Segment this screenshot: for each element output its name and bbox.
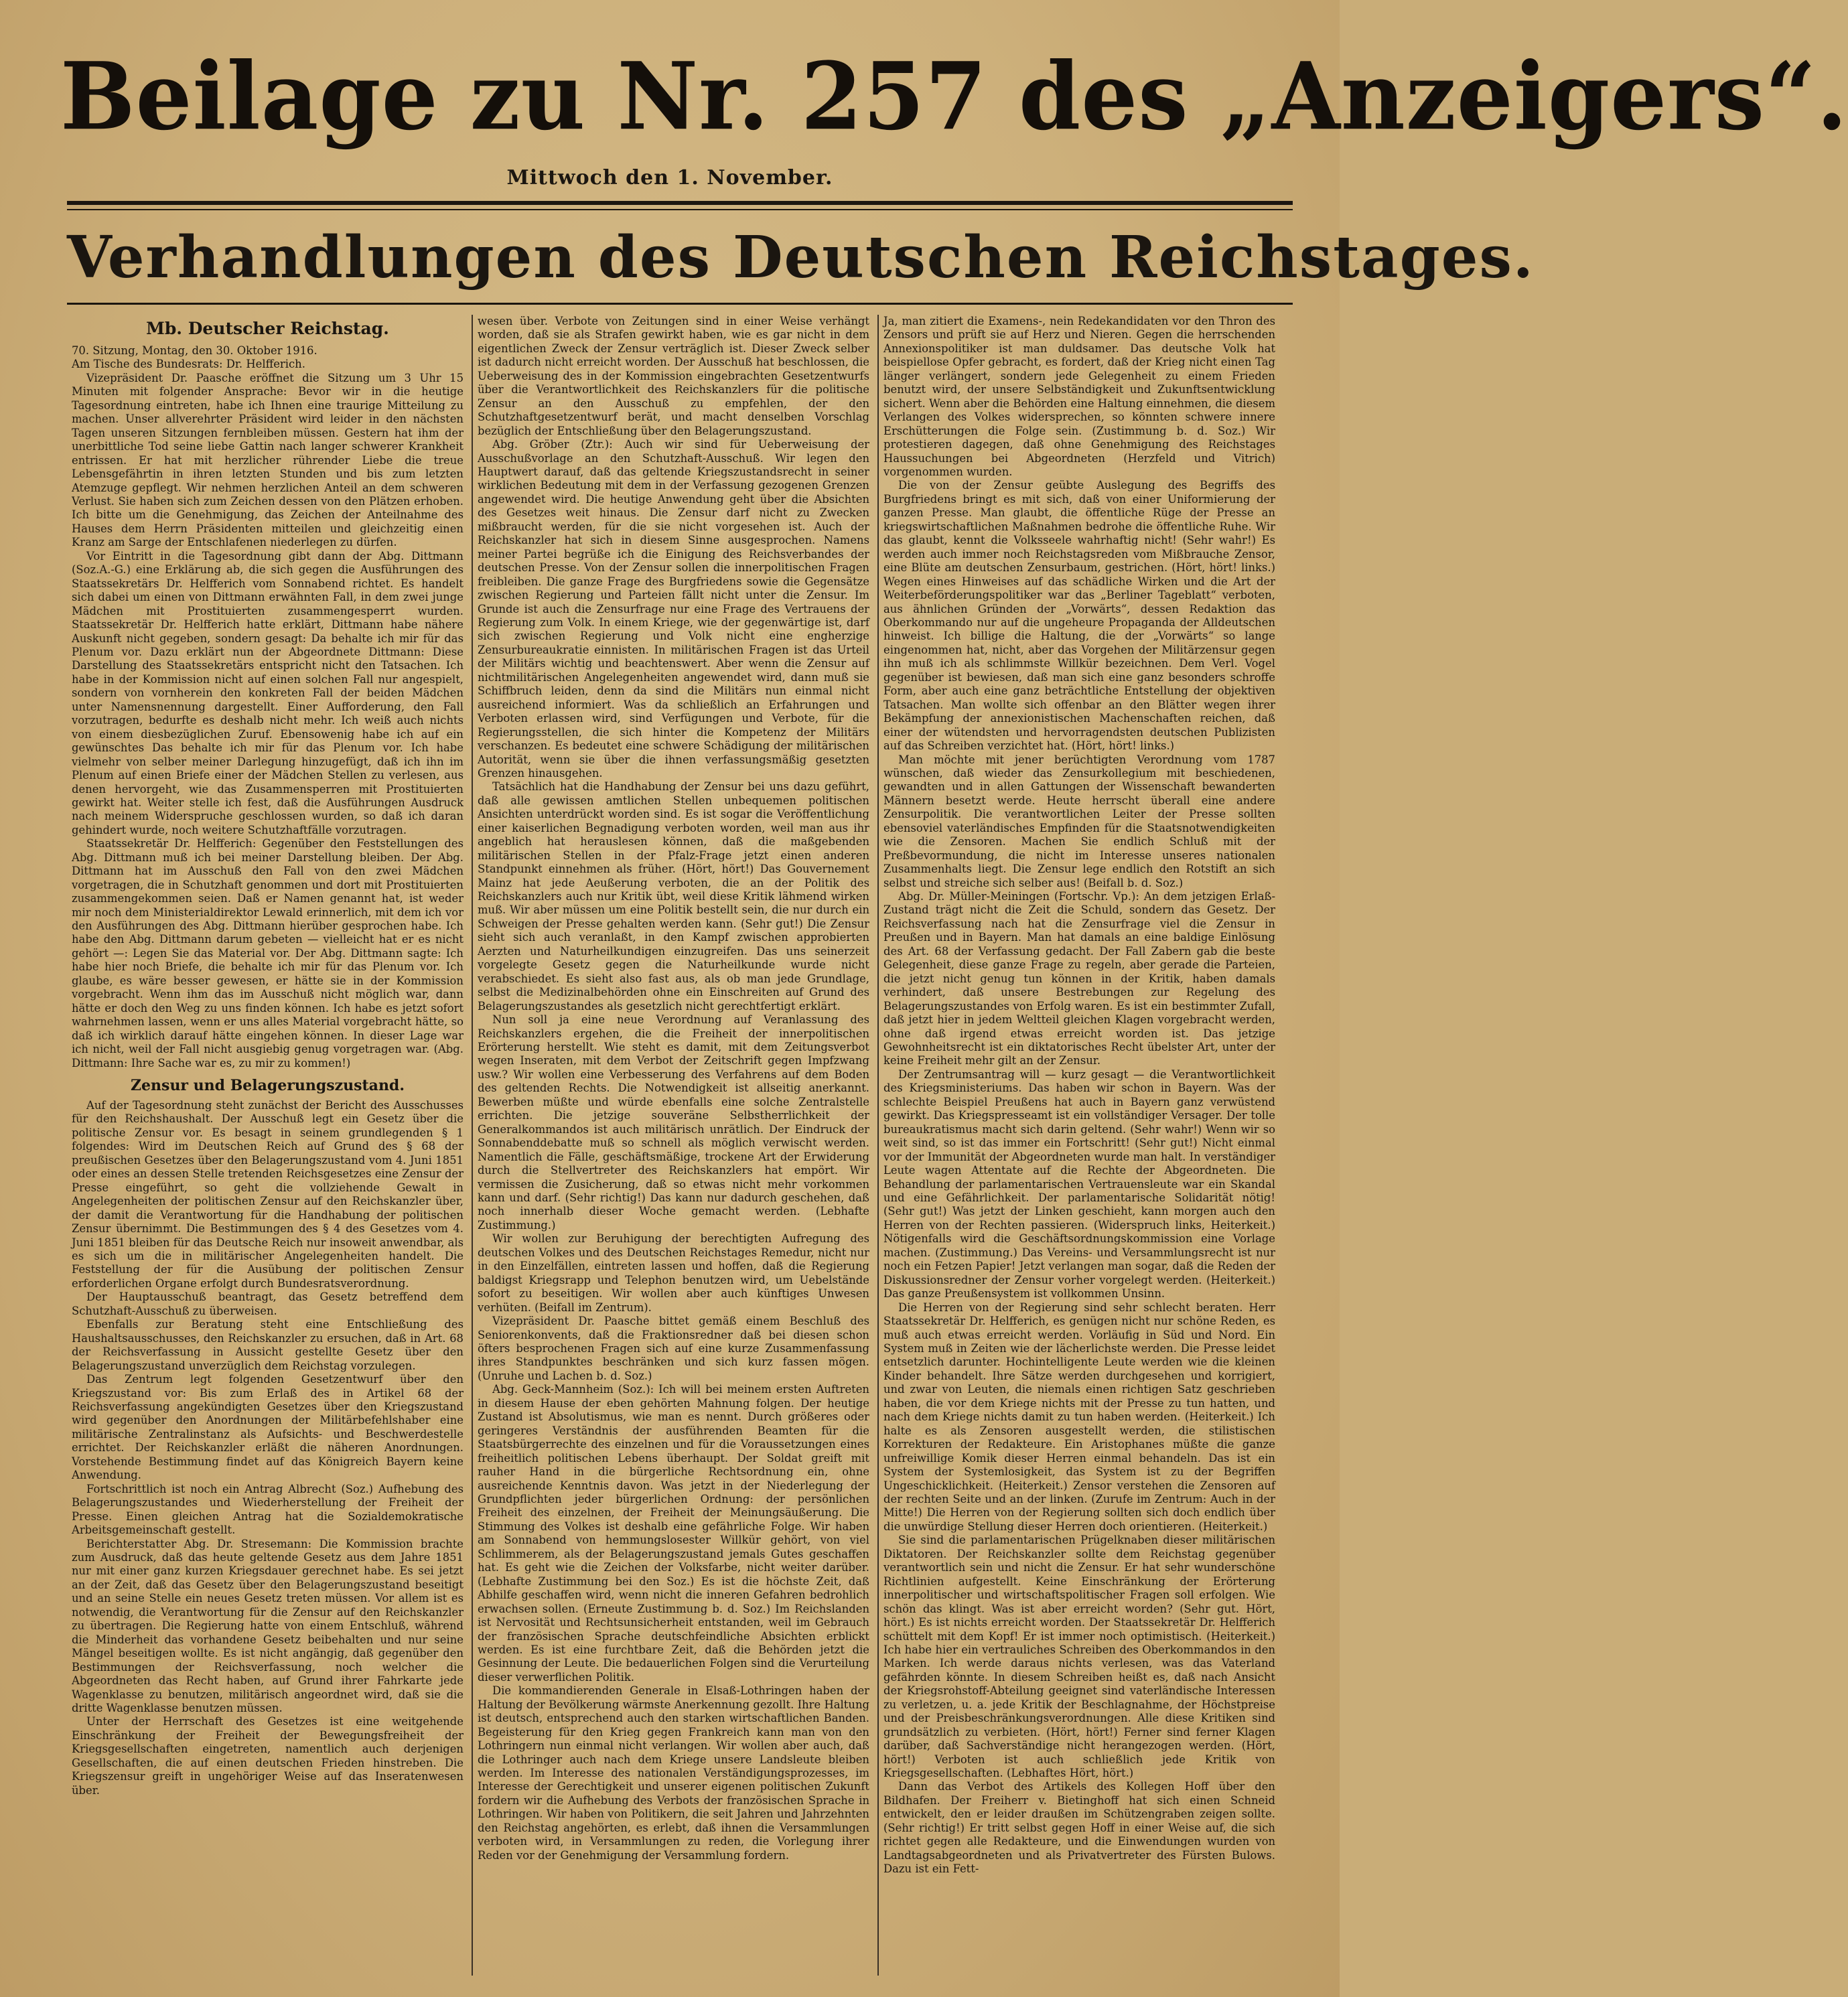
bundesrat-line: Am Tische des Bundesrats: Dr. Helfferich.: [72, 358, 305, 371]
paragraph: Unter der Herrschaft des Gesetzes ist eine weitgehende Einschränkung der Freiheit der Bewegungsfreiheit der Kriegsgesellschaften eingetreten, namentlich auch derjenigen Gesellschaften, die auf einen deutschen Frieden hinstreben. Die Kriegszensur greift in ungehöriger Weise auf das Inseratenwesen über.: [72, 1715, 464, 1797]
paragraph: Staatssekretär Dr. Helfferich: Gegenüber den Feststellungen des Abg. Dittmann muß ich bei meiner Darstellung bleiben. Der Abg. Dittmann hat im Ausschuß den Fall von den zwei Mädchen vorgetragen, die in Schutzhaft genommen und dort mit Prostituierten zusammengekommen seien. Daß er Namen genannt hat, ist weder mir noch dem Ministerialdirektor Lewald erinnerlich, mit dem ich vor den Ausführungen des Abg. Dittmann hierüber gesprochen habe. Ich habe den Abg. Dittmann darum gebeten — vielleicht hat er es nicht gehört —: Legen Sie das Material vor. Der Abg. Dittmann sagte: Ich habe hier noch Briefe, die behalte ich mir für das Plenum vor. Ich glaube, es wäre besser gewesen, er hätte sie in der Kommission vorgebracht. Wenn ihm das im Ausschuß nicht möglich war, dann hätte er doch den Weg zu uns finden können. Ich habe es jetzt sofort wahrnehmen lassen, wenn er uns alles Material vorgebracht hätte, so daß ich wirklich darauf hätte eingehen können. In dieser Lage war ich nicht, weil der Fall nicht ausgiebig genug vorgetragen war. (Abg. Dittmann: Ihre Sache war es, zu mir zu kommen!): [72, 837, 464, 1069]
issue-date: Mittwoch den 1. November.: [506, 166, 833, 190]
column-1: [72, 315, 464, 1976]
paragraph: Vizepräsident Dr. Paasche bittet gemäß einem Beschluß des Seniorenkonvents, daß die Fraktionsredner daß bei diesen schon öfters besprochenen Fragen sich auf eine kurze Zusammenfassung ihres Standpunktes beschränken und sich kurz fassen mögen. (Unruhe und Lachen b. d. Soz.): [478, 1315, 869, 1382]
masthead-rule-thin: [67, 209, 1293, 210]
paragraph: Dann das Verbot des Artikels des Kollegen Hoff über den Bildhafen. Der Freiherr v. Bietinghoff hat sich einen Schneid entwickelt, den er leider draußen im Schützengraben zeigen sollte. (Sehr richtig!) Er tritt selbst gegen Hoff in einer Weise auf, die sich richtet gegen alle Redakteure, und die Einwendungen wurden von Landtagsabgeordneten und als Privatvertreter des Fürsten Bulows. Dazu ist ein Fett-: [883, 1780, 1275, 1876]
paragraph: Abg. Dr. Müller-Meiningen (Fortschr. Vp.): An dem jetzigen Erlaß-Zustand trägt nicht die Zeit die Schuld, sondern das Gesetz. Der Reichsverfassung nach hat die Zensurfrage viel die Zensur in Preußen und in Bayern. Man hat damals an eine baldige Einlösung des Art. 68 der Verfassung gedacht. Der Fall Zabern gab die beste Gelegenheit, diese ganze Frage zu regeln, aber gerade die Parteien, die jetzt nicht genug tun können in der Kritik, haben damals verhindert, daß unsere Bestrebungen zur Regelung des Belagerungszustandes von Erfolg waren. Es ist ein bestimmter Zufall, daß jetzt hier in jedem Weltteil gleichen Klagen vorgebracht werden, ohne daß irgend etwas erreicht worden ist. Das jetzige Gewohnheitsrecht ist ein diktatorisches Recht übelster Art, unter der keine Freiheit mehr gilt an der Zensur.: [883, 890, 1275, 1067]
paragraph: Die kommandierenden Generale in Elsaß-Lothringen haben der Haltung der Bevölkerung wärmste Anerkennung gezollt. Ihre Haltung ist deutsch, entsprechend auch den starken wirtschaftlichen Banden. Begeisterung für den Krieg gegen Frankreich kann man von den Lothringern nun einmal nicht verlangen. Wir wollen aber auch, daß die Lothringer auch nach dem Kriege unsere Landsleute bleiben werden. Im Interesse des nationalen Verständigungsprozesses, im Interesse der Gerechtigkeit und unserer eigenen politischen Zukunft fordern wir die Aufhebung des Verbots der französischen Sprache in Lothringen. Wir haben von Politikern, die seit Jahren und Jahrzehnten den Reichstag angehörten, es erlebt, daß ihnen die Versammlungen verboten wird, in Versammlungen zu reden, die Vorlegung ihrer Reden vor der Genehmigung der Versammlung fordern.: [478, 1684, 869, 1862]
paragraph: Nun soll ja eine neue Verordnung auf Veranlassung des Reichskanzlers ergehen, die die Freiheit der innerpolitischen Erörterung herstellt. Wie steht es damit, mit dem Zeitungsverbot wegen Inseraten, mit dem Verbot der Zeitschrift gegen Impfzwang usw.? Wir wollen eine Verbesserung des Verfahrens auf dem Boden des geltenden Rechts. Die Notwendigkeit ist allseitig anerkannt. Bewerben müßte und würde ebenfalls eine solche Zentralstelle errichten. Die jetzige souveräne Selbstherrlichkeit der Generalkommandos ist auch militärisch unrätlich. Der Eindruck der Sonnabenddebatte muß so schnell als möglich verwischt werden. Namentlich die Fälle, geschäftsmäßige, trockene Art der Erwiderung durch die Stellvertreter des Reichskanzlers hat empört. Wir vermissen die Zusicherung, daß so etwas nicht mehr vorkommen kann und darf. (Sehr richtig!) Das kann nur dadurch geschehen, daß noch innerhalb dieser Woche gemacht werden. (Lebhafte Zustimmung.): [478, 1013, 869, 1232]
article-heading: Mb. Deutscher Reichstag.: [146, 319, 389, 338]
paragraph: Ebenfalls zur Beratung steht eine Entschließung des Haushaltsausschusses, den Reichskanzler zu ersuchen, daß in Art. 68 der Reichsverfassung in Aussicht gestellte Gesetz über den Belagerungszustand unverzüglich dem Reichstag vorzulegen.: [72, 1318, 464, 1372]
paragraph: Sie sind die parlamentarischen Prügelknaben dieser militärischen Diktatoren. Der Reichskanzler sollte dem Reichstag gegenüber verantwortlich sein und nicht die Zensur. Er hat sehr wunderschöne Richtlinien aufgestellt. Keine Einschränkung der Erörterung innerpolitischer und wirtschaftspolitischer Fragen soll erfolgen. Wie schön das klingt. Was ist aber erreicht worden? (Sehr gut. Hört, hört.) Es ist nichts erreicht worden. Der Staatssekretär Dr. Helfferich schüttelt mit dem Kopf! Er ist immer noch optimistisch. (Heiterkeit.) Ich habe hier ein vertrauliches Schreiben des Oberkommandos in den Marken. Ich werde daraus nichts verlesen, was das Vaterland gefährden könnte. In diesem Schreiben heißt es, daß nach Ansicht der Kriegsrohstoff-Abteilung geeignet sind vaterländische Interessen zu verletzen, u. a. jede Kritik der Beschlagnahme, der Höchstpreise und der Preisbeschränkungsverordnungen. Alle diese Kritiken sind grundsätzlich zu verbieten. (Hört, hört!) Ferner sind ferner Klagen darüber, daß Sachverständige nicht herangezogen werden. (Hört, hört!) Verboten ist auch schließlich jede Kritik von Kriegsgesellschaften. (Lebhaftes Hört, hört.): [883, 1534, 1275, 1780]
paragraph: Die Herren von der Regierung sind sehr schlecht beraten. Herr Staatssekretär Dr. Helfferich, es genügen nicht nur schöne Reden, es muß auch etwas erreicht werden. Vorläufig in Süd und Nord. Ein System muß in Zeiten wie der lächerlichste werden. Die Presse leidet entsetzlich darunter. Hochintelligente Leute werden wie die kleinen Kinder behandelt. Ihre Sätze werden durchgesehen und korrigiert, und zwar von Leuten, die niemals einen richtigen Satz geschrieben haben, die vor dem Kriege nichts mit der Presse zu tun hatten, und nach dem Kriege nichts damit zu tun haben werden. (Heiterkeit.) Ich halte es als Zensoren ausgestellt werden, die stilistischen Korrekturen der Redakteure. Ein Aristophanes müßte die ganze unfreiwillige Komik dieser Herren einmal behandeln. Das ist ein System der Systemlosigkeit, das System ist zu der Begriffen Ungeschicklichkeit. (Heiterkeit.) Zensor verstehen die Zensoren auf der rechten Seite und an der linken. (Zurufe im Zentrum: Auch in der Mitte!) Die Herren von der Regierung sollten sich doch endlich über die unwürdige Stellung dieser Herren doch orientieren. (Heiterkeit.): [883, 1301, 1275, 1533]
paragraph: Man möchte mit jener berüchtigten Verordnung vom 1787 wünschen, daß wieder das Zensurkollegium mit beschiedenen, gewandten und in allen Gattungen der Wissenschaft bewanderten Männern besetzt werde. Heute herrscht überall eine andere Zensurpolitik. Die verantwortlichen Leiter der Presse sollten ebensoviel vaterländisches Empfinden für die Staatsnotwendigkeiten wie die Zensoren. Machen Sie endlich Schluß mit der Preßbevormundung, die nicht im Interesse unseres nationalen Zusammenhalts liegt. Die Zensur lege endlich den Rotstift an sich selbst und streiche sich selber aus! (Beifall b. d. Soz.): [883, 753, 1275, 889]
paragraph: Auf der Tagesordnung steht zunächst der Bericht des Ausschusses für den Reichshaushalt. Der Ausschuß legt ein Gesetz über die politische Zensur vor. Es besagt in seinem grundlegenden § 1 folgendes: Wird im Deutschen Reich auf Grund des § 68 der preußischen Gesetzes über den Belagerungszustand vom 4. Juni 1851 oder eines an dessen Stelle tretenden Reichsgesetzes eine Zensur der Presse eingeführt, so geht die vollziehende Gewalt in Angelegenheiten der politischen Zensur auf den Reichskanzler über, der damit die Verantwortung für die Handhabung der politischen Zensur übernimmt. Die Bestimmungen des § 4 des Gesetzes vom 4. Juni 1851 bleiben für das Deutsche Reich nur insoweit anwendbar, als es sich um die in militärischer Angelegenheiten handelt. Die Feststellung der für die Ausübung der politischen Zensur erforderlichen Organe erfolgt durch Bundesratsverordnung.: [72, 1099, 464, 1290]
paragraph: Die von der Zensur geübte Auslegung des Begriffs des Burgfriedens bringt es mit sich, daß von einer Uniformierung der ganzen Presse. Man glaubt, die öffentliche Rüge der Presse an kriegswirtschaftlichen Maßnahmen bedrohe die öffentliche Ruhe. Wir das glaubt, kennt die Volksseele wahrhaftig nicht! (Sehr wahr!) Es werden auch immer noch Reichstagsreden vom Mißbrauche Zensor, eine Blüte am deutschen Zensurbaum, gestrichen. (Hört, hört! links.) Wegen eines Hinweises auf das schädliche Wirken und die Art der Weiterbeförderungspolitiker war das „Berliner Tageblatt“ verboten, aus ähnlichen Gründen der „Vorwärts“, dessen Redaktion das Oberkommando nur auf die ungeheure Propaganda der Alldeutschen hinweist. Ich billige die Haltung, die der „Vorwärts“ so lange eingenommen hat, nicht, aber das Vorgehen der Militärzensur gegen ihn muß ich als schlimmste Willkür bezeichnen. Dem Verl. Vogel gegenüber ist bewiesen, daß man sich eine ganz besonders schroffe Form, aber auch eine ganz beträchtliche Entstellung der objektiven Tatsachen. Man wollte sich offenbar an den Blätter wegen ihrer Bekämpfung der annexionistischen Machenschaften reichen, daß einer der wütendsten und hervorragendsten deutschen Publizisten auf das Schreiben verzichtet hat. (Hört, hört! links.): [883, 479, 1275, 753]
paragraph: Das Zentrum legt folgenden Gesetzentwurf über den Kriegszustand vor: Bis zum Erlaß des in Artikel 68 der Reichsverfassung angekündigten Gesetzes über den Kriegszustand wird gegenüber den Anordnungen der Militärbefehlshaber eine militärische Zentralinstanz als Aufsichts- und Beschwerdestelle errichtet. Der Reichskanzler erläßt die näheren Anordnungen. Vorstehende Bestimmung findet auf das Königreich Bayern keine Anwendung.: [72, 1373, 464, 1482]
paragraph: Fortschrittlich ist noch ein Antrag Albrecht (Soz.) Aufhebung des Belagerungszustandes und Wiederherstellung der Freiheit der Presse. Einen gleichen Antrag hat die Sozialdemokratische Arbeitsgemeinschaft gestellt.: [72, 1482, 464, 1537]
paragraph: Tatsächlich hat die Handhabung der Zensur bei uns dazu geführt, daß alle gewissen amtlichen Stellen unbequemen politischen Ansichten unterdrückt worden sind. Es ist sogar die Veröffentlichung einer kaiserlichen Begnadigung verboten worden, weil man aus ihr angeblich hat herauslesen können, daß die maßgebenden militärischen Stellen in der Pfalz-Frage jetzt einen anderen Standpunkt einnehmen als früher. (Hört, hört!) Das Gouvernement Mainz hat jede Aeußerung verboten, die an der Politik des Reichskanzlers auch nur Kritik übt, weil diese Kritik lähmend wirken muß. Wir aber müssen um eine Politik bestellt sein, die nur durch ein Schweigen der Presse gehalten werden kann. (Sehr gut!) Die Zensur sieht sich auch veranlaßt, in den Kampf zwischen approbierten Aerzten und Naturheilkundigen einzugreifen. Das uns seinerzeit vorgelegte Gesetz gegen die Naturheilkunde wurde nicht verabschiedet. Es sieht also fast aus, als ob man jede Grundlage, selbst die Medizinalbehörden ohne ein Einschreiten auf Grund des Belagerungszustandes als gesetzlich nicht gerechtfertigt erklärt.: [478, 780, 869, 1013]
column-divider: [472, 315, 473, 1976]
paragraph: Vizepräsident Dr. Paasche eröffnet die Sitzung um 3 Uhr 15 Minuten mit folgender Ansprache: Bevor wir in die heutige Tagesordnung eintreten, habe ich Ihnen eine traurige Mitteilung zu machen. Unser allverehrter Präsident wird leider in den nächsten Tagen unseren Sitzungen fernbleiben müssen. Gestern hat ihm der unerbittliche Tod seine liebe Gattin nach langer schwerer Krankheit entrissen. Er hat mit herzlicher rührender Liebe die treue Lebensgefährtin in ihren letzten Stunden und bis zum letzten Atemzuge gepflegt. Wir nehmen herzlichen Anteil an dem schweren Verlust. Sie haben sich zum Zeichen dessen von den Plätzen erhoben. Ich bitte um die Genehmigung, das Zeichen der Anteilnahme des Hauses dem Herrn Präsidenten mitteilen und gleichzeitig einen Kranz am Sarge der Entschlafenen niederlegen zu dürfen.: [72, 371, 464, 549]
column-2: [478, 315, 869, 1976]
session-line: 70. Sitzung, Montag, den 30. Oktober 1916.: [72, 344, 317, 357]
masthead-banner: Beilage zu Nr. 257 des „Anzeigers“.: [60, 42, 1848, 151]
paragraph: Wir wollen zur Beruhigung der berechtigten Aufregung des deutschen Volkes und des Deutschen Reichstages Remedur, nicht nur in den Einzelfällen, eintreten lassen und hoffen, daß die Regierung baldigst Kriegsrapp und Telephon benutzen wird, um Uebelstände sofort zu beseitigen. Wir wollen aber auch künftiges Unwesen verhüten. (Beifall im Zentrum).: [478, 1232, 869, 1314]
column-3: [883, 315, 1275, 1976]
column-divider: [877, 315, 879, 1976]
paragraph: Abg. Geck-Mannheim (Soz.): Ich will bei meinem ersten Auftreten in diesem Hause der eben gehörten Mahnung folgen. Der heutige Zustand ist Absolutismus, wie man es nennt. Durch größeres oder geringeres Verständnis der ausführenden Beamten für die Staatsbürgerrechte des einzelnen und für die Voraussetzungen eines freiheitlich politischen Lebens überhaupt. Der Soldat greift mit rauher Hand in die bürgerliche Rechtsordnung ein, ohne ausreichende Kenntnis davon. Was jetzt in der Niederlegung der Grundpflichten jeder bürgerlichen Ordnung: der persönlichen Freiheit des einzelnen, der Freiheit der Meinungsäußerung. Die Stimmung des Volkes ist deshalb eine gefährliche Folge. Wir haben am Sonnabend von hemmungslosester Willkür gehört, von viel Schlimmerem, als der Belagerungszustand jemals Gutes geschaffen hat. Es geht wie die Zeichen der Volksfarbe, nicht weiter darüber. (Lebhafte Zustimmung bei den Soz.) Es ist die höchste Zeit, daß Abhilfe geschaffen wird, wenn nicht die inneren Gefahren bedrohlich erwachsen sollen. (Erneute Zustimmung b. d. Soz.) Im Reichslanden ist Nervosität und Rechtsunsicherheit entstanden, weil im Gebrauch der französischen Sprache deutschfeindliche Absichten erblickt werden. Es ist eine furchtbare Zeit, daß die Behörden jetzt die Gesinnung der Leute. Die bedauerlichen Folgen sind die Verurteilung dieser verwerflichen Politik.: [478, 1383, 869, 1684]
paragraph: Der Zentrumsantrag will — kurz gesagt — die Verantwortlichkeit des Kriegsministeriums. Das haben wir schon in Bayern. Was der schlechte Beispiel Preußens hat auch in Bayern ganz verwüstend gewirkt. Das Kriegspresseamt ist ein vollständiger Versager. Der tolle bureaukratismus macht sich darin geltend. (Sehr wahr!) Wenn wir so weit sind, so ist das immer ein Fortschritt! (Sehr gut!) Nicht einmal vor der Immunität der Abgeordneten wurde man halt. In verständiger Leute wagen Attentate auf die Rechte der Abgeordneten. Die Behandlung der parlamentarischen Vertrauensleute war ein Skandal und eine Gefährlichkeit. Der parlamentarische Solidarität nötig! (Sehr gut!) Was jetzt der Linken geschieht, kann morgen auch den Herren von der Rechten passieren. (Widerspruch links, Heiterkeit.) Nötigenfalls wird die Geschäftsordnungskommission eine Vorlage machen. (Zustimmung.) Das Vereins- und Versammlungsrecht ist nur noch ein Fetzen Papier! Jetzt verlangen man sogar, daß die Reden der Diskussionsredner der Zensur vorher vorgelegt werden. (Heiterkeit.) Das ganze Preußensystem ist vollkommen Unsinn.: [883, 1067, 1275, 1301]
paragraph: Der Hauptausschuß beantragt, das Gesetz betreffend dem Schutzhaft-Ausschuß zu überweisen.: [72, 1290, 464, 1317]
paragraph: Abg. Gröber (Ztr.): Auch wir sind für Ueberweisung der Ausschußvorlage an den Schutzhaft-Ausschuß. Wir legen den Hauptwert darauf, daß das geltende Kriegszustandsrecht in seiner wirklichen Bedeutung mit dem in der Verfassung gezogenen Grenzen angewendet wird. Die heutige Anwendung geht über die Absichten des Gesetzes weit hinaus. Die Zensur darf nicht zu Zwecken mißbraucht werden, für die sie nicht vorgesehen ist. Auch der Reichskanzler hat sich in diesem Sinne ausgesprochen. Namens meiner Partei begrüße ich die Einigung des Reichsverbandes der deutschen Presse. Von der Zensur sollen die innerpolitischen Fragen freibleiben. Die ganze Frage des Burgfriedens sowie die Gegensätze zwischen Regierung und Parteien fällt nicht unter die Zensur. Im Grunde ist auch die Zensurfrage nur eine Frage des Vertrauens der Regierung zum Volk. In einem Kriege, wie der gegenwärtige ist, darf sich zwischen Regierung und Volk nicht eine engherzige Zensurbureaukratie einnisten. In militärischen Fragen ist das Urteil der Militärs wichtig und beachtenswert. Aber wenn die Zensur auf nichtmilitärischen Angelegenheiten angewendet wird, dann muß sie Schiffbruch leiden, denn da sind die Militärs nun einmal nicht ausreichend informiert. Was da schließlich an Erfahrungen und Verboten erlassen wird, sind Verfügungen und Verbote, für die Regierungsstellen, die sich hinter die Kompetenz der Militärs verschanzen. Es bedeutet eine schwere Schädigung der militärischen Autorität, wenn sie über die ihnen verfassungsmäßig gesetzten Grenzen hinausgehen.: [478, 438, 869, 780]
paragraph: Vor Eintritt in die Tagesordnung gibt dann der Abg. Dittmann (Soz.A.-G.) eine Erklärung ab, die sich gegen die Ausführungen des Staatssekretärs Dr. Helfferich vom Sonnabend richtet. Es handelt sich dabei um einen von Dittmann erwähnten Fall, in dem zwei junge Mädchen mit Prostituierten zusammengesperrt wurden. Staatssekretär Dr. Helfferich hatte erklärt, Dittmann habe nähere Auskunft nicht gegeben, sondern gesagt: Da behalte ich mir für das Plenum vor. Dazu erklärt nun der Abgeordnete Dittmann: Diese Darstellung des Staatssekretärs entspricht nicht den Tatsachen. Ich habe in der Kommission nicht auf einen solchen Fall nur angespielt, sondern von vornherein den konkreten Fall der beiden Mädchen unter Namensnennung dargestellt. Einer Aufforderung, den Fall vorzutragen, bedurfte es deshalb nicht mehr. Ich weiß auch nichts von einem diesbezüglichen Zuruf. Ebensowenig habe ich auf ein gewünschtes Das behalte ich mir für das Plenum vor. Ich habe vielmehr von selber meiner Darlegung hinzugefügt, daß ich ihn im Plenum auf einen Briefe einer der Mädchen Stellen zu verlesen, aus denen hervorgeht, wie das Zusammensperren mit Prostituierten gewirkt hat. Weiter stelle ich fest, daß die Ausführungen Ausdruck nach meinem Widerspruche geschlossen wurden, so daß ich daran gehindert wurde, noch weitere Schutzhaftfälle vorzutragen.: [72, 549, 464, 836]
headline-rule: [67, 303, 1293, 305]
section-headline: Verhandlungen des Deutschen Reichstages.: [67, 224, 1535, 291]
paragraph: wesen über. Verbote von Zeitungen sind in einer Weise verhängt worden, daß sie als Strafen gewirkt haben, wie es gar nicht in dem eigentlichen Zweck der Zensur verträglich ist. Dieser Zweck selber ist dadurch nicht erreicht worden. Der Ausschuß hat beschlossen, die Ueberweisung des in der Kommission eingebrachten Gesetzentwurfs über die Verantwortlichkeit des Reichskanzlers für die politische Zensur an den Ausschuß zu empfehlen, der den Schutzhaftgesetzentwurf berät, und macht denselben Vorschlag bezüglich der Entschließung über den Belagerungszustand.: [478, 315, 869, 437]
masthead-rule-thick: [67, 201, 1293, 205]
paragraph: Berichterstatter Abg. Dr. Stresemann: Die Kommission brachte zum Ausdruck, daß das heute geltende Gesetz aus dem Jahre 1851 nur mit einer ganz kurzen Kriegsdauer gerechnet habe. Es sei jetzt an der Zeit, daß das Gesetz über den Belagerungszustand beseitigt und an seine Stelle ein neues Gesetz treten müssen. Vor allem ist es notwendig, die Verantwortung für die Zensur auf den Reichskanzler zu übertragen. Die Regierung hatte von einem Entschluß, während die Minderheit das vorhandene Gesetz beibehalten und nur seine Mängel beseitigen wollte. Es ist nicht angängig, daß gegenüber den Bestimmungen der Reichsverfassung, noch welcher die Abgeordneten das Recht haben, auf Grund ihrer Fahrkarte jede Wagenklasse zu benutzen, militärisch angeordnet wird, daß sie die dritte Wagenklasse benutzen müssen.: [72, 1537, 464, 1714]
paragraph: Ja, man zitiert die Examens-, nein Redekandidaten vor den Thron des Zensors und prüft sie auf Herz und Nieren. Gegen die herrschenden Annexionspolitiker ist man duldsamer. Das deutsche Volk hat beispiellose Opfer gebracht, es fordert, daß der Krieg nicht einen Tag länger verlängert, sondern jede Gelegenheit zu einem Frieden benutzt wird, der unsere Selbständigkeit und Zukunftsentwicklung sichert. Wenn aber die Behörden eine Haltung einnehmen, die diesem Verlangen des Volkes widersprechen, so könnten schwere innere Erschütterungen die Folge sein. (Zustimmung b. d. Soz.) Wir protestieren dagegen, daß ohne Genehmigung des Reichstages Haussuchungen bei Abgeordneten (Herzfeld und Vitrich) vorgenommen wurden.: [883, 315, 1275, 478]
section-heading: Zensur und Belagerungszustand.: [131, 1077, 405, 1095]
